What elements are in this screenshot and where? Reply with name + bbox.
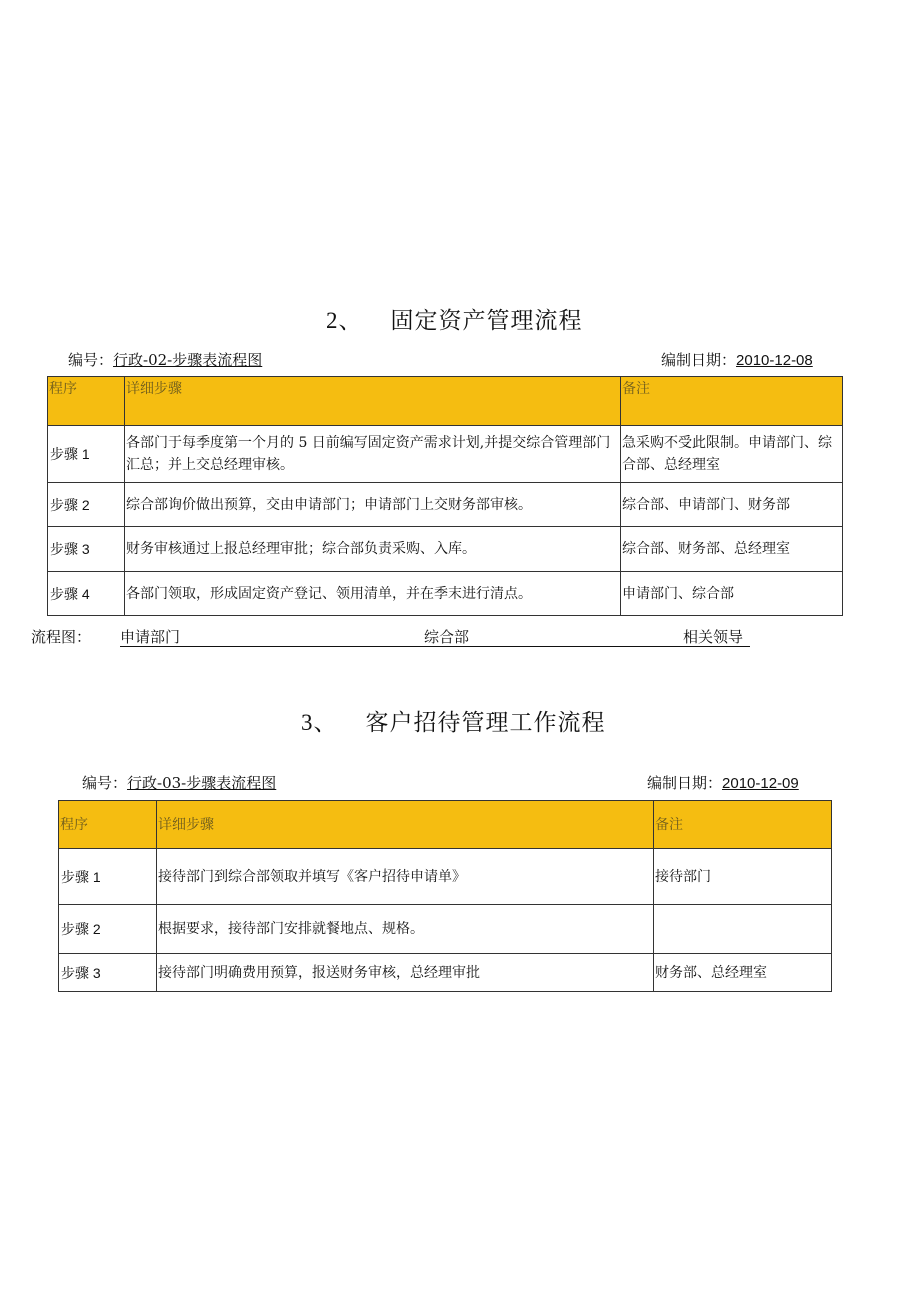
note-cell: 综合部、财务部、总经理室 [621,527,843,572]
table-row [59,849,832,905]
code-value: 行政-03-步骤表流程图 [127,774,277,792]
detail-cell: 各部门领取，形成固定资产登记、领用清单，并在季末进行清点。 [125,572,621,616]
table-row [48,426,843,483]
section-3-number: 3、 [301,710,338,735]
date-label: 编制日期： [647,774,723,792]
detail-cell: 各部门于每季度第一个月的 5 日前编写固定资产需求计划,并提交综合管理部门汇总；并上交总经理审核。 [125,426,621,483]
note-cell: 综合部、申请部门、财务部 [621,483,843,527]
section-2-table [47,376,843,616]
header-detail: 详细步骤 [157,801,654,849]
section-2-date [661,349,813,370]
header-note: 备注 [621,377,843,426]
step-cell: 步骤 4 [48,572,125,616]
step-cell: 步骤 1 [59,849,157,905]
section-3-table [58,800,832,992]
note-cell: 财务部、总经理室 [654,954,832,992]
header-detail: 详细步骤 [125,377,621,426]
code-label: 编号： [68,351,114,369]
detail-cell: 接待部门明确费用预算，报送财务审核，总经理审批 [157,954,654,992]
detail-cell: 综合部询价做出预算，交由申请部门；申请部门上交财务部审核。 [125,483,621,527]
note-cell: 急采购不受此限制。申请部门、综合部、总经理室 [621,426,843,483]
note-cell: 申请部门、综合部 [621,572,843,616]
date-value: 2010-12-09 [722,775,799,792]
table-row [59,954,832,992]
table-row [48,483,843,527]
note-cell [654,905,832,954]
detail-cell: 根据要求，接待部门安排就餐地点、规格。 [157,905,654,954]
step-cell: 步骤 1 [48,426,125,483]
section-2-number: 2、 [326,308,363,333]
flow-item-leaders: 相关领导 [683,628,744,646]
header-program: 程序 [48,377,125,426]
section-2-title-text: 固定资产管理流程 [390,308,583,334]
date-value: 2010-12-08 [736,352,813,369]
code-label: 编号： [82,774,128,792]
date-label: 编制日期： [661,351,737,369]
step-cell: 步骤 3 [59,954,157,992]
section-2-code [68,349,262,370]
step-cell: 步骤 3 [48,527,125,572]
detail-cell: 接待部门到综合部领取并填写《客户招待申请单》 [157,849,654,905]
table-row [48,527,843,572]
table-header-row [59,801,832,849]
section-3-title [301,704,606,737]
code-value: 行政-02-步骤表流程图 [113,351,263,369]
step-cell: 步骤 2 [48,483,125,527]
detail-cell: 财务审核通过上报总经理审批；综合部负责采购、入库。 [125,527,621,572]
section-2-title [326,302,583,335]
table-row [59,905,832,954]
flow-item-apply-dept: 申请部门 [120,628,181,646]
flow-item-general-dept: 综合部 [424,628,470,646]
table-row [48,572,843,616]
section-3-title-text: 客户招待管理工作流程 [365,710,606,736]
section-3-code [82,772,276,793]
header-note: 备注 [654,801,832,849]
table-header-row [48,377,843,426]
step-cell: 步骤 2 [59,905,157,954]
flow-label: 流程图： [31,628,92,646]
header-program: 程序 [59,801,157,849]
note-cell: 接待部门 [654,849,832,905]
section-3-date [647,772,799,793]
